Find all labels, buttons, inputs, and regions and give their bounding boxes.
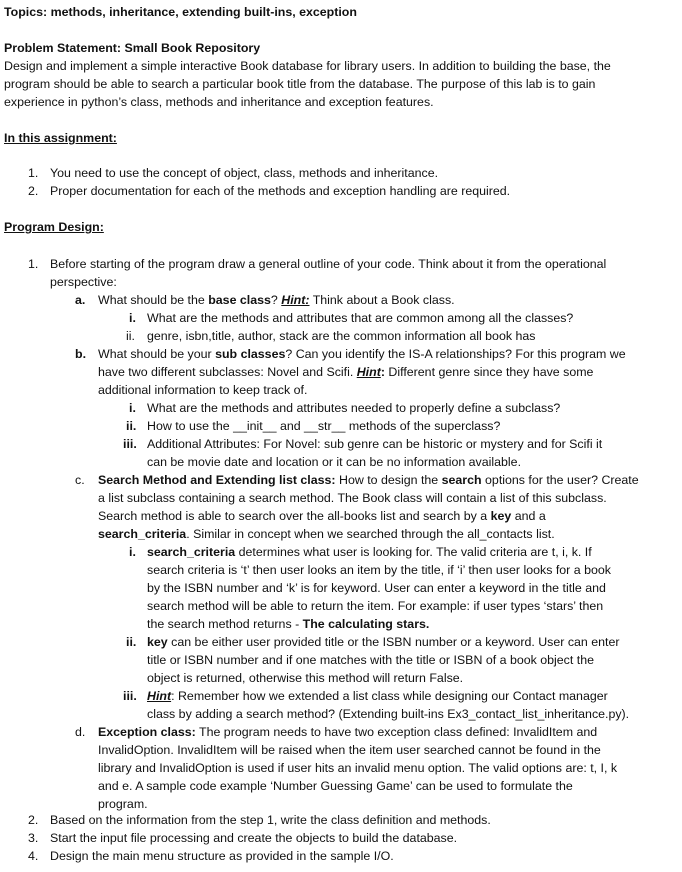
roman-label: i. bbox=[129, 401, 136, 415]
roman-label: i. bbox=[129, 545, 136, 559]
sub-item-d: Exception class: The program needs to have two exception class defined: InvalidItem and bbox=[98, 725, 598, 739]
problem-line: experience in python’s class, methods and inheritance and exception features. bbox=[4, 95, 434, 109]
roman-label: ii. bbox=[126, 635, 137, 649]
sub-label: b. bbox=[75, 347, 87, 361]
sub-item-c: search_criteria. Similar in concept when we searched through the all_contacts list. bbox=[98, 527, 555, 541]
roman-item-cont: by the ISBN number and ‘k’ is for keyword. User can enter a keyword in the title and bbox=[147, 581, 606, 595]
sub-item-b: What should be your sub classes? Can you identify the IS-A relationships? For this program we bbox=[98, 347, 626, 361]
roman-item: search_criteria determines what user is looking for. The valid criteria are t, i, k. If bbox=[147, 545, 592, 559]
problem-line: program should be able to search a particular book title from the database. The purpose of this lab is to gain bbox=[4, 77, 596, 91]
list-item: Proper documentation for each of the methods and exception handling are required. bbox=[50, 184, 511, 198]
roman-label: ii. bbox=[126, 329, 135, 343]
roman-item: Additional Attributes: For Novel: sub genre can be historic or mystery and for Scifi it bbox=[147, 437, 603, 451]
list-item: Start the input file processing and create the objects to build the database. bbox=[50, 831, 458, 845]
list-item-cont: perspective: bbox=[50, 275, 117, 289]
sub-label: a. bbox=[75, 293, 86, 307]
sub-item-d: library and InvalidOption is used if user hits an invalid menu option. The valid options are: t, I, k bbox=[98, 761, 618, 775]
roman-item-cont: class by adding a search method? (Extending built-ins Ex3_contact_list_inheritance.py). bbox=[147, 707, 630, 721]
list-item: Before starting of the program draw a general outline of your code. Think about it from the operational bbox=[50, 257, 607, 271]
sub-item-d: program. bbox=[98, 797, 148, 811]
sub-item-d: InvalidOption. InvalidItem will be raised when the item user searched cannot be found in the bbox=[98, 743, 601, 757]
roman-item: Hint: Remember how we extended a list class while designing our Contact manager bbox=[147, 689, 608, 703]
sub-label: d. bbox=[75, 725, 86, 739]
roman-item-cont: search criteria is ‘t’ then user looks an item by the title, if ‘i’ then user looks for a book bbox=[147, 563, 611, 577]
roman-item-cont: object is returned, otherwise this method will return False. bbox=[147, 671, 464, 685]
roman-item-cont: title or ISBN number and if one matches with the title or ISBN of a book object the bbox=[147, 653, 594, 667]
list-item: You need to use the concept of object, class, methods and inheritance. bbox=[50, 166, 439, 180]
roman-label: iii. bbox=[123, 689, 137, 703]
list-item: Based on the information from the step 1, write the class definition and methods. bbox=[50, 813, 491, 827]
roman-item: How to use the __init__ and __str__ methods of the superclass? bbox=[147, 419, 501, 433]
sub-item-b: additional information to keep track of. bbox=[98, 383, 308, 397]
list-number: 1. bbox=[28, 166, 39, 180]
roman-item-cont: the search method returns - The calculating stars. bbox=[147, 617, 430, 631]
sub-item-c: Search Method and Extending list class: How to design the search options for the user? Create bbox=[98, 473, 639, 487]
sub-item-c: a list subclass containing a search method. The Book class will contain a list of this subclass. bbox=[98, 491, 607, 505]
sub-item-d: and e. A sample code example ‘Number Guessing Game’ can be used to formulate the bbox=[98, 779, 573, 793]
roman-item: genre, isbn,title, author, stack are the common information all book has bbox=[147, 329, 536, 343]
sub-item-c: Search method is able to search over the all-books list and search by a key and a bbox=[98, 509, 546, 523]
roman-label: ii. bbox=[126, 419, 137, 433]
roman-item-cont: search method will be able to return the item. For example: if user types ‘stars’ then bbox=[147, 599, 604, 613]
list-item: Design the main menu structure as provided in the sample I/O. bbox=[50, 849, 394, 863]
list-number: 2. bbox=[28, 813, 39, 827]
list-number: 1. bbox=[28, 257, 39, 271]
roman-item: key can be either user provided title or the ISBN number or a keyword. User can enter bbox=[147, 635, 620, 649]
topics-line: Topics: methods, inheritance, extending built-ins, exception bbox=[4, 5, 357, 19]
list-number: 3. bbox=[28, 831, 39, 845]
sub-label: c. bbox=[75, 473, 85, 487]
problem-line: Design and implement a simple interactive Book database for library users. In addition to building the base, the bbox=[4, 59, 611, 73]
roman-item: What are the methods and attributes needed to properly define a subclass? bbox=[147, 401, 561, 415]
sub-item-a: What should be the base class? Hint: Think about a Book class. bbox=[98, 293, 455, 307]
design-heading: Program Design: bbox=[4, 220, 104, 234]
problem-heading: Problem Statement: Small Book Repository bbox=[4, 41, 261, 55]
sub-item-b: have two different subclasses: Novel and Scifi. Hint: Different genre since they have some bbox=[98, 365, 594, 379]
roman-item: What are the methods and attributes that are common among all the classes? bbox=[147, 311, 574, 325]
roman-label: i. bbox=[129, 311, 136, 325]
list-number: 4. bbox=[28, 849, 39, 863]
assignment-heading: In this assignment: bbox=[4, 131, 117, 145]
list-number: 2. bbox=[28, 184, 39, 198]
roman-label: iii. bbox=[123, 437, 137, 451]
roman-item-cont: can be movie date and location or it can be no information available. bbox=[147, 455, 522, 469]
